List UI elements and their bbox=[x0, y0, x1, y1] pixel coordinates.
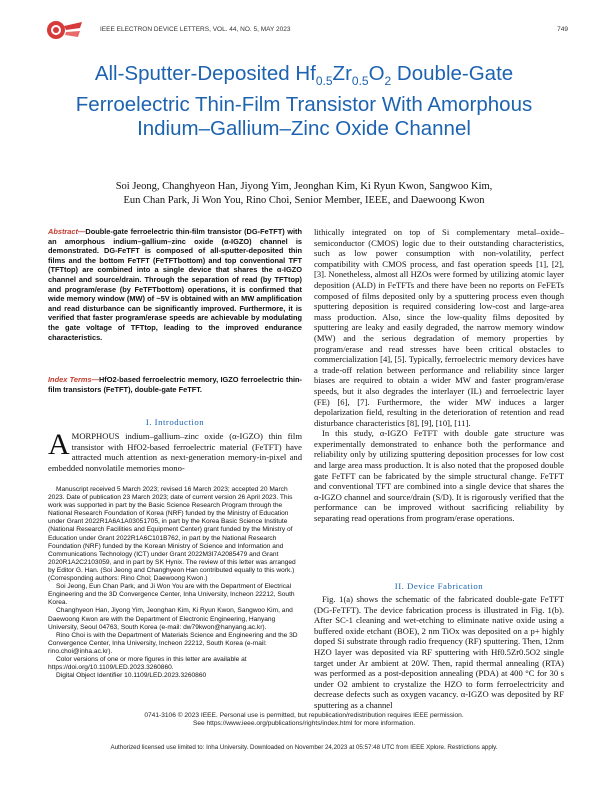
license-notice: Authorized licensed use limited to: Inha University. Downloaded on November 24,2023 at 05:57:48 UTC from IEEE Xplore. Restrictions apply. bbox=[110, 744, 498, 751]
footnote: Soi Jeong, Eun Chan Park, and Ji Won You are with the Department of Electrical Engineering and the 3D Convergence Center, Inha University, Incheon 22212, South Korea. bbox=[48, 583, 295, 607]
abstract-text: Double-gate ferroelectric thin-film transistor (DG-FeTFT) with an amorphous indium–gallium–zinc oxide (α-IGZO) channel is demonstrated. DG-FeTFT is composed of all-sputter-deposited thin films and the bottom FeTFT (FeTFTbottom) and top conventional TFT (TFTtop) are combined into a single device that shares the α-IGZO channel and source/drain. Through the separation of read (by TFTtop) and program/erase (by FeTFTbottom) operations, it is confirmed that wide memory window (MW) of ~5V is obtained with an MW amplification and read disturbance can be significantly improved. Furthermore, it is verified that faster program/erase speeds are achievable by modulating the gate voltage of TFTtop, leading to the improved endurance characteristics. bbox=[48, 227, 302, 342]
author-list bbox=[40, 180, 568, 208]
page-number: 749 bbox=[557, 26, 568, 33]
body-paragraph: In this study, α-IGZO FeTFT with double gate structure was experimentally demonstrated to enhance both the performance and reliability only by utilizing sputtering deposition processes for low cost and large area mass production. It is also noted that the proposed double gate FeTFT can be fabricated by the simple structural change. FeTFT and conventional TFT are combined into a single device that shares the α-IGZO channel and source/drain (S/D). It is rigorously verified that the performance can be improved without sacrificing reliability by separating read operations from program/erase operations. bbox=[314, 428, 564, 524]
title-part: Double-Gate Ferroelectric Thin-Film Transistor With Amorphous Indium–Gallium–Zinc Oxide Channel bbox=[75, 62, 533, 141]
journal-header: IEEE ELECTRON DEVICE LETTERS, VOL. 44, NO. 5, MAY 2023 bbox=[100, 26, 291, 33]
title-subscript: 0.5 bbox=[351, 74, 369, 89]
title-subscript: 0.5 bbox=[315, 74, 333, 89]
index-terms bbox=[48, 375, 302, 394]
intro-paragraph bbox=[48, 428, 302, 473]
copyright-notice bbox=[40, 712, 568, 729]
abstract bbox=[48, 227, 302, 342]
ieee-eds-logo bbox=[44, 18, 94, 42]
body-paragraph: lithically integrated on top of Si complementary metal–oxide–semiconductor (CMOS) logic due to their outstanding characteristics, such as low power consumption with non-volatility, perfect compatibility with CMOS process, and fast operation speeds [1], [2], [3]. Nonetheless, almost all HZOs were formed by utilizing atomic layer deposition (ALD) in FeTFTs and there have been no reports on FeFETs composed of films deposited only by a sputtering process even though sputtering deposition is required considering low-cost and large-area mass production. Also, since the low-quality films deposited by sputtering are leaky and easily degraded, the narrow memory window (MW) and the serious degradation of memory properties by program/erase and read stresses have been critical obstacles to commercialization [4], [5]. Typically, ferroelectric memory devices have a trade-off relation between performance and reliability since larger biases are required to obtain a wider MW and faster program/erase speeds, but it also degrades the interlayer (IL) and ferroelectric layer (FE) [6], [7]. Furthermore, the wider MW induces a larger depolarization field, resulting in the deterioration of retention and read disturbance characteristics [8], [9], [10], [11]. bbox=[314, 227, 564, 428]
title-part: O bbox=[368, 62, 385, 85]
author-line-1: Soi Jeong, Changhyeon Han, Jiyong Yim, Jeonghan Kim, Ki Ryun Kwon, Sangwoo Kim, bbox=[115, 181, 493, 192]
index-terms-text: HfO2-based ferroelectric memory, IGZO ferroelectric thin-film transistors (FeTFT), double-gate FeTFT. bbox=[48, 375, 302, 394]
right-column-body bbox=[314, 227, 564, 524]
abstract-label: Abstract— bbox=[48, 227, 86, 236]
author-line-2: Eun Chan Park, Ji Won You, Rino Choi, Senior Member, IEEE, and Daewoong Kwon bbox=[123, 195, 485, 206]
footnote: Rino Choi is with the Department of Materials Science and Engineering and the 3D Convergence Center, Inha University, Incheon 22212, South Korea (e-mail: rino.choi@inha.ac.kr). bbox=[48, 631, 298, 655]
copyright-line: 0741-3106 © 2023 IEEE. Personal use is permitted, but republication/redistribution requires IEEE permission. bbox=[144, 712, 464, 719]
footnote: Color versions of one or more figures in this letter are available at https://doi.org/10.1109/LED.2023.3260860. bbox=[48, 655, 247, 672]
footnote: Manuscript received 5 March 2023; revised 16 March 2023; accepted 20 March 2023. Date of publication 23 March 2023; date of current version 26 April 2023. This work was supported in part by the Basic Science Research Program through the National Research Foundation of Korea (NRF) funded by the Ministry of Education under Grant 2022R1A6A1A03051705, in part by the Korea Basic Science Institute (National Research Facilities and Equipment Center) grant funded by the Ministry of Education under Grant 2022R1A6C101B762, in part by the National Research Foundation (NRF) funded by the Korean Ministry of Science and Information and Communications Technology (ICT) under Grant 2022M3I7A2085479 and Grant 2020R1A2C2103059, and in part by SK Hynix. The review of this letter was arranged by Editor G. Han. (Soi Jeong and Changhyeon Han contributed equally to this work.)(Corresponding authors: Rino Choi; Daewoong Kwon.) bbox=[48, 486, 296, 583]
fabrication-body bbox=[314, 594, 564, 711]
footnote: Changhyeon Han, Jiyong Yim, Jeonghan Kim, Ki Ryun Kwon, Sangwoo Kim, and Daewoong Kwon are with the Department of Electronic Engineering, Hanyang University, Seoul 04763, South Korea (e-mail: dw79kwon@hanyang.ac.kr). bbox=[48, 607, 293, 631]
section-heading-fabrication: II. Device Fabrication bbox=[394, 581, 484, 591]
rights-link[interactable]: See https://www.ieee.org/publications/rights/index.html for more information. bbox=[192, 720, 416, 728]
dropcap: A bbox=[48, 428, 70, 461]
paper-title bbox=[40, 62, 568, 141]
body-paragraph: Fig. 1(a) shows the schematic of the fabricated double-gate FeTFT (DG-FeTFT). The device fabrication process is illustrated in Fig. 1(b). After SC-1 cleaning and wet-etching to eliminate native oxide using a buffered oxide etchant (BOE), 2 nm TiOx was deposited on a p+ highly doped Si substrate through radio frequency (RF) sputtering. Then, 12nm HZO layer was deposited via RF sputtering with Hf0.5Zr0.5O2 single target under Ar ambient at 20W. Then, rapid thermal annealing (RTA) was performed as a post-deposition annealing (PDA) at 400 °C for 30 s under O2 ambient to crystalize the HZO to form ferroelectricity and decrease defects such as oxygen vacancy. α-IGZO was deposited by RF sputtering as a channel bbox=[314, 594, 564, 710]
section-heading-introduction: I. Introduction bbox=[145, 417, 205, 427]
title-subscript: 2 bbox=[384, 74, 392, 89]
intro-text: MORPHOUS indium–gallium–zinc oxide (α-IGZO) thin film transistor with HfO2-based ferroelectric material (FeTFT) have attracted much attention as next-generation memory-in-pixel and embedded nonvolatile memories mono- bbox=[48, 431, 302, 473]
index-terms-label: Index Terms— bbox=[48, 375, 99, 384]
title-part: All-Sputter-Deposited Hf bbox=[94, 62, 316, 85]
title-part: Zr bbox=[332, 62, 352, 85]
footnote: Digital Object Identifier 10.1109/LED.2023.3260860 bbox=[56, 672, 207, 680]
footnotes bbox=[48, 486, 302, 680]
